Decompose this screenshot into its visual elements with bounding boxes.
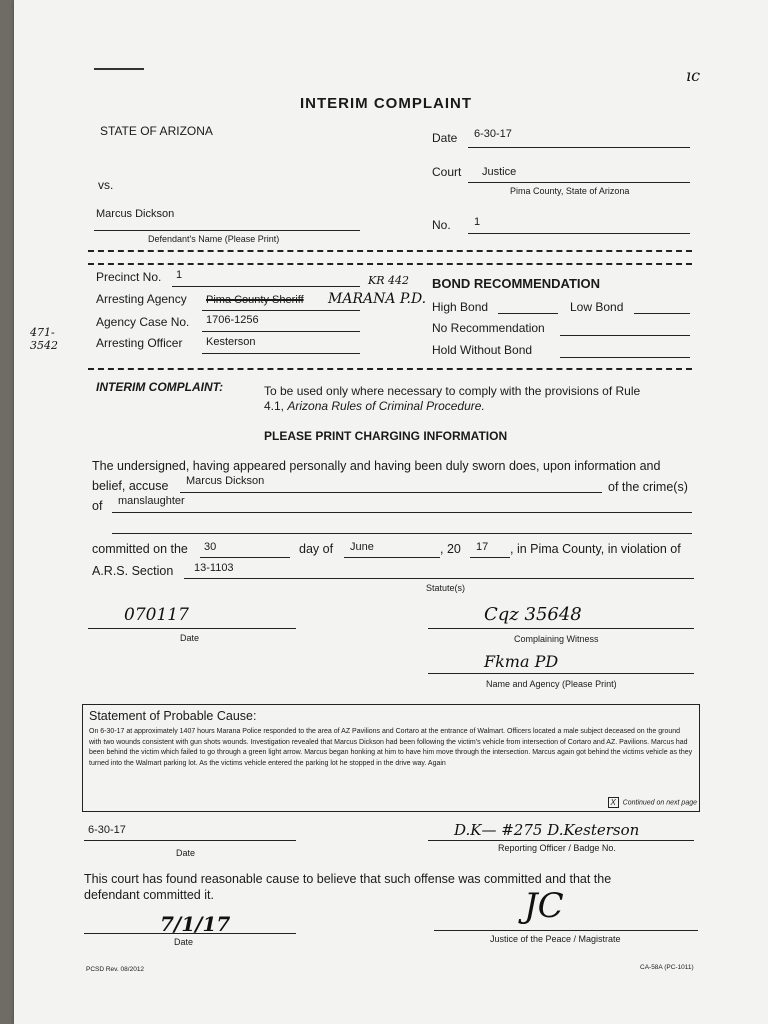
violation-label: , in Pima County, in violation of [510,542,681,556]
defendant-name: Marcus Dickson [96,208,175,220]
ars-value: 13-1103 [194,562,234,574]
officer-date-caption: Date [176,848,196,858]
officer-caption: Reporting Officer / Badge No. [498,843,616,853]
year-prefix: , 20 [440,542,461,556]
witness-signature: Cqz 35648 [484,604,582,625]
statutes-caption: Statute(s) [426,583,466,593]
finding-date-line [84,933,296,934]
hold-without-bond-line [560,357,690,358]
accused-name: Marcus Dickson [186,475,265,487]
probable-cause-title: Statement of Probable Cause: [89,709,257,723]
day-of-label: day of [299,542,334,556]
agency-label: Arresting Agency [96,292,187,306]
agency-sig-line [428,673,694,674]
no-value: 1 [474,216,481,228]
court-line [468,182,690,183]
officer-date-line [84,840,296,841]
ars-label: A.R.S. Section [92,564,174,578]
day-line [200,557,290,558]
top-note: KR 442 [368,274,409,287]
court-label: Court [432,165,462,179]
separator-3 [88,368,692,370]
ars-line [184,578,694,579]
court-value: Justice [482,166,517,178]
finding-text-1: This court has found reasonable cause to believe that such offense was committed and that the [84,872,612,886]
date1-caption: Date [180,633,200,643]
of-label: of [92,499,103,513]
date-line [468,147,690,148]
date1-line [88,628,296,629]
agency-handwritten: MARANA P.D. [328,291,427,307]
no-recommendation-line [560,335,690,336]
date-label: Date [432,131,458,145]
judge-signature: JC [524,886,564,926]
agency-line [202,310,360,311]
high-bond-line [498,313,558,314]
corner-mark: ıc [686,66,701,85]
background-surface [0,0,14,1024]
separator-1 [88,250,692,252]
officer-sig-line [428,840,694,841]
witness-caption: Complaining Witness [514,634,599,644]
interim-label: INTERIM COMPLAINT: [96,380,224,394]
year-line [470,557,510,558]
top-dash-mark [94,68,144,70]
hold-without-bond-label: Hold Without Bond [432,343,533,357]
precinct-value: 1 [176,269,183,281]
footer-right: CA-58A (PC-1011) [640,964,694,971]
of-crimes-label: of the crime(s) [608,480,688,494]
officer-date: 6-30-17 [88,824,126,836]
finding-date: 7/1/17 [160,912,231,936]
officer-value: Kesterson [206,336,256,348]
case-value: 1706-1256 [206,314,259,326]
continued-note [608,797,697,808]
belief-label: belief, accuse [92,479,169,493]
date-value: 6-30-17 [474,128,512,140]
charge-line-1: The undersigned, having appeared personally and having been duly sworn does, upon information and [92,459,661,473]
no-line [468,233,690,234]
vs-label: vs. [98,178,114,192]
margin-note: 471- 3542 [30,326,58,352]
no-recommendation-label: No Recommendation [432,321,545,335]
year-value: 17 [476,541,489,553]
committed-on-label: committed on the [92,542,188,556]
interim-text-1: To be used only where necessary to comply with the provisions of Rule [264,384,641,398]
agency-signature: Fkma PD [484,652,559,671]
date1-handwritten: 070117 [124,605,189,625]
continued-checkbox[interactable]: X [608,797,619,808]
crime-value: manslaughter [118,495,185,507]
finding-text-2: defendant committed it. [84,888,214,902]
case-label: Agency Case No. [96,315,190,329]
separator-2 [88,263,692,265]
judge-caption: Justice of the Peace / Magistrate [490,934,621,944]
witness-line [428,628,694,629]
state-label: STATE OF ARIZONA [100,124,213,138]
interim-text-2 [264,399,485,413]
agency-sig-caption: Name and Agency (Please Print) [486,679,617,689]
day-value: 30 [204,541,217,553]
low-bond-line [634,313,690,314]
officer-signature: D.K— #275 D.Kesterson [454,821,640,839]
agency-struck: Pima County Sheriff [206,294,304,306]
bond-title: BOND RECOMMENDATION [432,276,601,291]
form-title: INTERIM COMPLAINT [300,95,472,112]
low-bond-label: Low Bond [570,300,624,314]
officer-label: Arresting Officer [96,336,183,350]
charging-heading: PLEASE PRINT CHARGING INFORMATION [264,429,508,443]
officer-line [202,353,360,354]
high-bond-label: High Bond [432,300,489,314]
case-line [202,331,360,332]
rule-number: 4.1, [264,399,288,413]
finding-date-caption: Date [174,937,194,947]
month-value: June [350,541,374,553]
precinct-label: Precinct No. [96,270,162,284]
rule-source: Arizona Rules of Criminal Procedure. [287,399,485,413]
crime-line [112,512,692,513]
defendant-caption: Defendant's Name (Please Print) [148,234,280,244]
judge-line [434,930,698,931]
complaint-form-page [14,0,768,1024]
court-sub: Pima County, State of Arizona [510,186,630,196]
precinct-line [172,286,360,287]
month-line [344,557,440,558]
footer-left: PCSD Rev. 08/2012 [86,966,145,973]
defendant-line [94,230,360,231]
no-label: No. [432,218,451,232]
probable-cause-box [82,704,700,812]
crime-line-2 [112,533,692,534]
accused-line [180,492,602,493]
probable-cause-text: On 6-30-17 at approximately 1407 hours Marana Police responded to the area of AZ Pavilions and Cortaro at the entrance of Walmart. Officers located a male subject deceased on the ground with two wounds consistent with gun shots wounds. Investigation revealed that Marcus Dickson had been following the victim's vehicle from intersection of Cortaro and AZ. Pavilions. Marcus had been behind the victim which failed to go through a green light arrow. Marcus began honking at him to have him move through the intersection. Marcus again got behind the victims vehicle as they turned into the Walmart parking lot. As the victims vehicle entered the parking lot he stopped in the drive way. Again [89,728,693,767]
continued-label: Continued on next page [622,799,697,807]
